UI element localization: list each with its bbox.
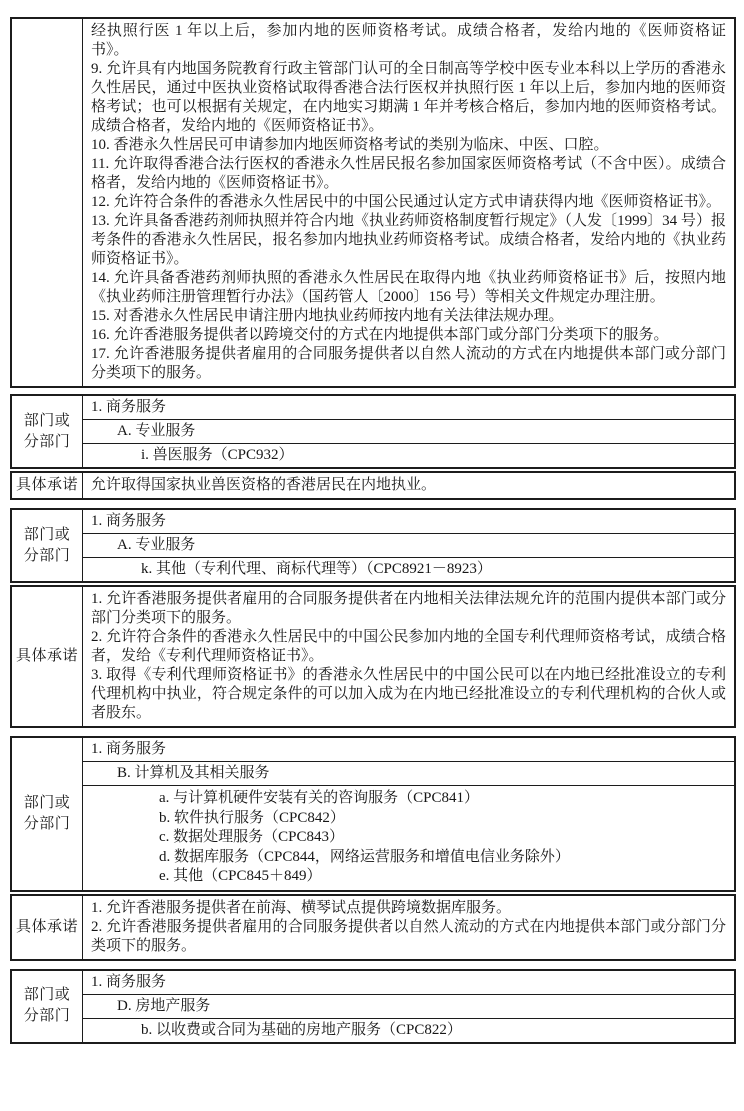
commitment-item: 2. 允许符合条件的香港永久性居民中的中国公民参加内地的全国专利代理师资格考试，成绩合格者，发给《专利代理师资格证书》。 bbox=[91, 629, 726, 664]
commitment-text-cell bbox=[83, 19, 734, 386]
sector-row-level3: i. 兽医服务（CPC932） bbox=[141, 447, 294, 463]
commit-label bbox=[12, 587, 83, 726]
sector-sublist-item: b. 软件执行服务（CPC842） bbox=[159, 809, 345, 826]
section-commit-computer bbox=[10, 894, 736, 961]
sector-rows bbox=[83, 510, 734, 581]
dept-label-line: 部门或 bbox=[23, 412, 71, 429]
commitment-item: 10. 香港永久性居民可申请参加内地医师资格考试的类别为临床、中医、口腔。 bbox=[91, 137, 609, 153]
commitment-item: 2. 允许香港服务提供者雇用的合同服务提供者以自然人流动的方式在内地提供本部门或分部门分类项下的服务。 bbox=[91, 918, 726, 954]
sector-sublist-item: d. 数据库服务（CPC844，网络运营服务和增值电信业务除外） bbox=[159, 848, 570, 865]
dept-label-line: 分部门 bbox=[23, 433, 71, 450]
sector-sublist-item: c. 数据处理服务（CPC843） bbox=[159, 829, 345, 845]
dept-label-line: 部门或 bbox=[23, 794, 71, 811]
section-commit-patent bbox=[10, 585, 736, 728]
sector-row-level2: A. 专业服务 bbox=[83, 420, 734, 444]
sector-sublist-item: e. 其他（CPC845＋849） bbox=[159, 868, 322, 884]
dept-label bbox=[12, 510, 83, 581]
sector-sublist-item: a. 与计算机硬件安装有关的咨询服务（CPC841） bbox=[159, 790, 480, 806]
commitment-item: 允许取得国家执业兽医资格的香港居民在内地执业。 bbox=[91, 477, 437, 493]
commitment-item: 14. 允许具备香港药剂师执照的香港永久性居民在取得内地《执业药师资格证书》后，按照内地《执业药师注册管理暂行办法》（国药管人〔2000〕156 号）等相关文件规定办理注册。 bbox=[91, 270, 726, 305]
section-dept-veterinary bbox=[10, 394, 736, 469]
row-label-cell-empty bbox=[12, 19, 83, 386]
dept-label bbox=[12, 738, 83, 890]
commitment-text-cell bbox=[83, 587, 734, 726]
commitment-item: 1. 允许香港服务提供者雇用的合同服务提供者在内地相关法律法规允许的范围内提供本部门或分部门分类项下的服务。 bbox=[91, 591, 726, 626]
commitment-item: 9. 允许具有内地国务院教育行政主管部门认可的全日制高等学校中医专业本科以上学历的香港永久性居民，通过中医执业资格试取得香港合法行医权并执照行医 1 年以上后，参加内地的医师资格考试；也可以根据有关规定，在内地实习期满 1 年并考核合格后，参加内地的医师资格考试。成绩合格者，发给内地的《医师资格证书》。 bbox=[91, 61, 726, 134]
commitment-item: 17. 允许香港服务提供者雇用的合同服务提供者以自然人流动的方式在内地提供本部门或分部门分类项下的服务。 bbox=[91, 346, 726, 381]
dept-label-line: 分部门 bbox=[23, 547, 71, 564]
sector-row-level3: b. 以收费或合同为基础的房地产服务（CPC822） bbox=[141, 1021, 462, 1038]
commitment-text-cell bbox=[83, 896, 734, 959]
sector-row-level2: D. 房地产服务 bbox=[83, 995, 734, 1019]
sector-rows bbox=[83, 738, 734, 890]
sector-rows bbox=[83, 971, 734, 1042]
commitment-item: 16. 允许香港服务提供者以跨境交付的方式在内地提供本部门或分部门分类项下的服务。 bbox=[91, 327, 669, 343]
commitment-item: 经执照行医 1 年以上后，参加内地的医师资格考试。成绩合格者，发给内地的《医师资格证书》。 bbox=[91, 23, 726, 58]
commitment-item: 15. 对香港永久性居民申请注册内地执业药师按内地有关法律法规办理。 bbox=[91, 308, 564, 324]
commit-label bbox=[12, 896, 83, 959]
commit-label-line: 具体承诺 bbox=[15, 918, 78, 935]
section-dept-realestate bbox=[10, 969, 736, 1044]
sector-row-level1: 1. 商务服务 bbox=[83, 971, 734, 995]
dept-label-line: 部门或 bbox=[23, 526, 71, 543]
section-dept-computer bbox=[10, 736, 736, 892]
sector-row-level1: 1. 商务服务 bbox=[83, 738, 734, 762]
commitment-item: 3. 取得《专利代理师资格证书》的香港永久性居民中的中国公民可以在内地已经批准设立的专利代理机构中执业，符合规定条件的可以加入成为在内地已经批准设立的专利代理机构的合伙人或者股东。 bbox=[91, 667, 726, 721]
commit-label-line: 具体承诺 bbox=[15, 648, 78, 664]
dept-label bbox=[12, 971, 83, 1042]
commitment-item: 11. 允许取得香港合法行医权的香港永久性居民报名参加国家医师资格考试（不含中医）。成绩合格者，发给内地的《医师资格证书》。 bbox=[91, 156, 726, 191]
section-commit-veterinary bbox=[10, 471, 736, 500]
commitment-item: 13. 允许具备香港药剂师执照并符合内地《执业药师资格制度暂行规定》（人发〔1999〕34 号）报考条件的香港永久性居民，报名参加内地执业药师资格考试。成绩合格者，发给内地的《执业药师资格证书》。 bbox=[91, 213, 726, 267]
sector-row-level1: 1. 商务服务 bbox=[83, 396, 734, 420]
commitment-item: 12. 允许符合条件的香港永久性居民中的中国公民通过认定方式申请获得内地《医师资格证书》。 bbox=[91, 194, 722, 210]
dept-label-line: 部门或 bbox=[23, 987, 71, 1003]
commit-label bbox=[12, 473, 83, 498]
commitment-item: 1. 允许香港服务提供者在前海、横琴试点提供跨境数据库服务。 bbox=[91, 899, 512, 916]
cepa-commitment-table bbox=[10, 17, 736, 1044]
dept-label-line: 分部门 bbox=[23, 815, 71, 832]
sector-row-level1: 1. 商务服务 bbox=[83, 510, 734, 534]
dept-label bbox=[12, 396, 83, 467]
sector-row-level2: B. 计算机及其相关服务 bbox=[83, 762, 734, 786]
dept-label-line: 分部门 bbox=[23, 1008, 71, 1024]
section-dept-patent bbox=[10, 508, 736, 583]
sector-sublist bbox=[83, 786, 734, 890]
commit-label-line: 具体承诺 bbox=[15, 477, 78, 493]
sector-rows bbox=[83, 396, 734, 467]
section-continued-commitments bbox=[10, 17, 736, 388]
commitment-text-cell bbox=[83, 473, 734, 498]
sector-row-level3: k. 其他（专利代理、商标代理等）（CPC8921－8923） bbox=[141, 561, 492, 577]
sector-row-level2: A. 专业服务 bbox=[83, 534, 734, 558]
